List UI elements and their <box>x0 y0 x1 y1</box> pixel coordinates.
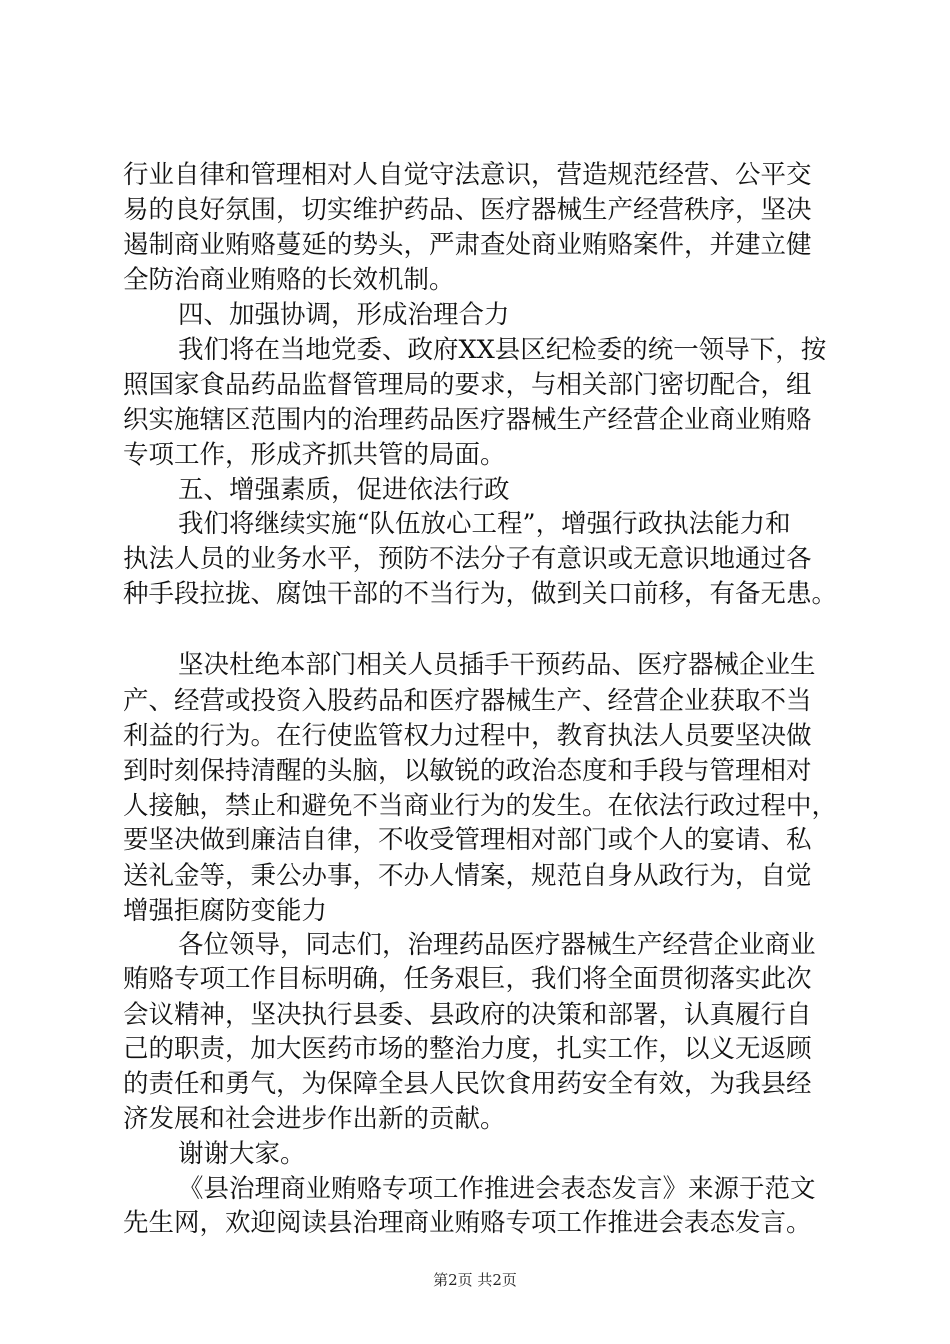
body-line: 我们将在当地党委、政府XX县区纪检委的统一领导下，按 <box>178 335 827 365</box>
body-line: 专项工作，形成齐抓共管的局面。 <box>123 440 506 470</box>
section-heading: 五、增强素质，促进依法行政 <box>178 475 510 505</box>
body-line: 遏制商业贿赂蔓延的势头，严肃查处商业贿赂案件，并建立健 <box>123 230 812 260</box>
body-line: 的责任和勇气，为保障全县人民饮食用药安全有效，为我县经 <box>123 1069 812 1099</box>
body-line: 谢谢大家。 <box>178 1139 306 1169</box>
body-line: 贿赂专项工作目标明确，任务艰巨，我们将全面贯彻落实此次 <box>123 964 812 994</box>
body-line: 全防治商业贿赂的长效机制。 <box>123 265 455 295</box>
body-line: 各位领导，同志们，治理药品医疗器械生产经营企业商业 <box>178 930 816 960</box>
body-line: 济发展和社会进步作出新的贡献。 <box>123 1104 506 1134</box>
body-line: 人接触，禁止和避免不当商业行为的发生。在依法行政过程中， <box>123 791 838 821</box>
body-line: 坚决杜绝本部门相关人员插手干预药品、医疗器械企业生 <box>178 650 816 680</box>
body-line: 增强拒腐防变能力 <box>123 896 328 926</box>
body-line: 我们将继续实施“队伍放心工程”，增强行政执法能力和 <box>178 509 791 539</box>
body-line: 织实施辖区范围内的治理药品医疗器械生产经营企业商业贿赂 <box>123 405 812 435</box>
body-line: 照国家食品药品监督管理局的要求，与相关部门密切配合，组 <box>123 370 812 400</box>
body-line: 易的良好氛围，切实维护药品、医疗器械生产经营秩序，坚决 <box>123 195 812 225</box>
body-line: 到时刻保持清醒的头脑，以敏锐的政治态度和手段与管理相对 <box>123 756 812 786</box>
body-line: 要坚决做到廉洁自律，不收受管理相对部门或个人的宴请、私 <box>123 825 812 855</box>
body-line: 行业自律和管理相对人自觉守法意识，营造规范经营、公平交 <box>123 160 812 190</box>
body-line: 执法人员的业务水平，预防不法分子有意识或无意识地通过各 <box>123 544 812 574</box>
body-line: 己的职责，加大医药市场的整治力度，扎实工作，以义无返顾 <box>123 1034 812 1064</box>
body-line: 会议精神，坚决执行县委、县政府的决策和部署，认真履行自 <box>123 1000 812 1030</box>
body-line: 利益的行为。在行使监管权力过程中，教育执法人员要坚决做 <box>123 721 812 751</box>
section-heading: 四、加强协调，形成治理合力 <box>178 300 510 330</box>
source-note: 《县治理商业贿赂专项工作推进会表态发言》来源于范文 <box>178 1174 816 1204</box>
body-line: 产、经营或投资入股药品和医疗器械生产、经营企业获取不当 <box>123 686 812 716</box>
source-note: 先生网，欢迎阅读县治理商业贿赂专项工作推进会表态发言。 <box>123 1208 812 1238</box>
page-number: 第2页 共2页 <box>433 1271 517 1289</box>
body-line: 种手段拉拢、腐蚀干部的不当行为，做到关口前移，有备无患。 <box>123 579 838 609</box>
body-line: 送礼金等，秉公办事，不办人情案，规范自身从政行为，自觉 <box>123 861 812 891</box>
